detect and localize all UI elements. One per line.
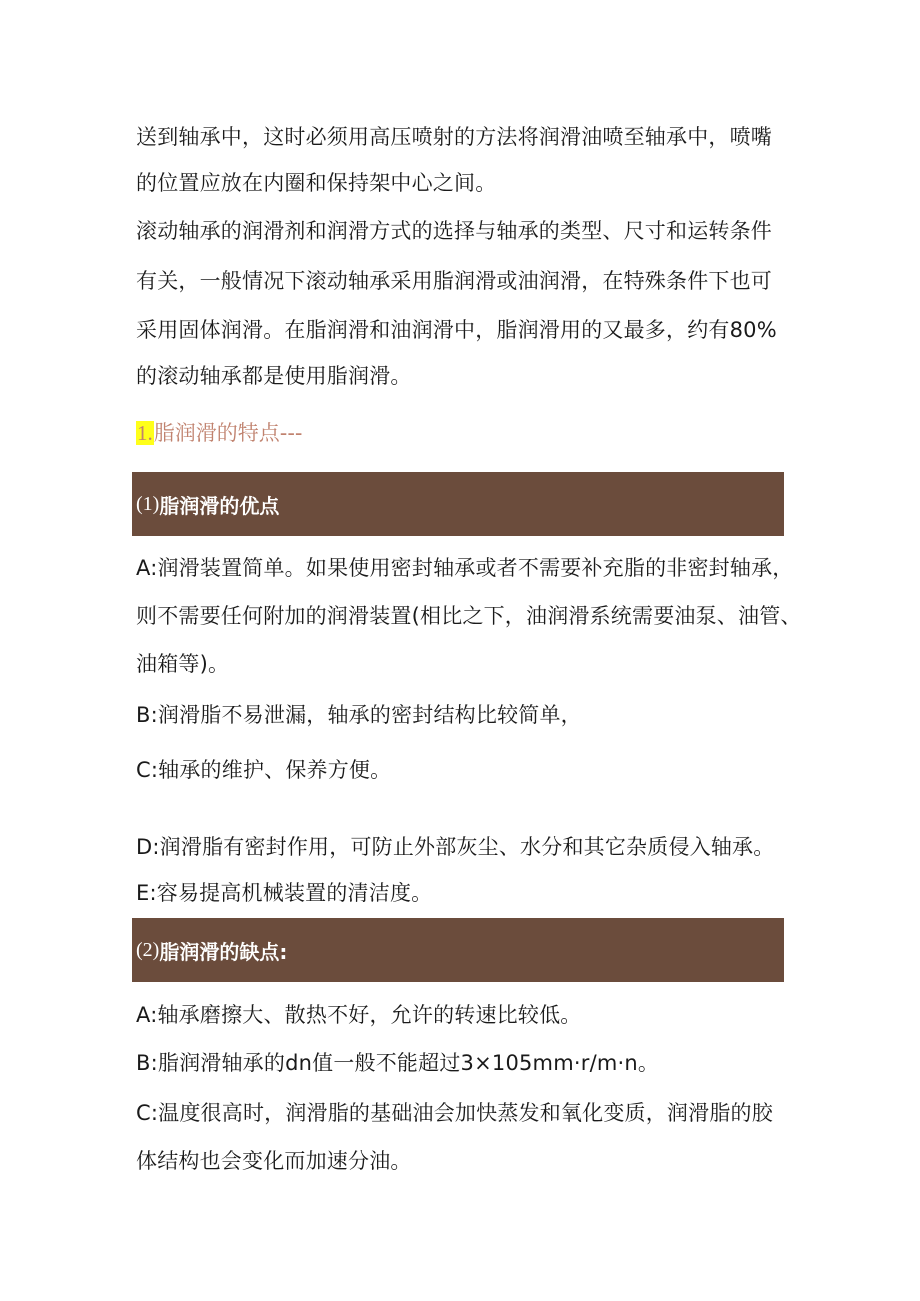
advantage-line: 则不需要任何附加的润滑装置(相比之下，油润滑系统需要油泵、油管、 [136, 604, 802, 628]
disadvantage-line: B:脂润滑轴承的dn值一般不能超过3×105mm·r/m·n。 [136, 1051, 660, 1075]
section-title: 脂润滑的特点 [153, 421, 280, 445]
advantage-line: B:润滑脂不易泄漏，轴承的密封结构比较简单， [136, 703, 582, 727]
section-number: 1. [137, 421, 153, 445]
intro-line: 滚动轴承的润滑剂和润滑方式的选择与轴承的类型、尺寸和运转条件 [136, 219, 772, 243]
intro-line: 送到轴承中，这时必须用高压喷射的方法将润滑油喷至轴承中，喷嘴 [136, 125, 772, 149]
advantages-title: 脂润滑的优点 [159, 493, 280, 518]
advantage-line: 油箱等)。 [136, 652, 230, 676]
disadvantage-line: A:轴承磨擦大、散热不好，允许的转速比较低。 [136, 1003, 582, 1027]
advantages-marker: (1) [136, 492, 160, 515]
intro-line: 的滚动轴承都是使用脂润滑。 [136, 364, 412, 388]
disadvantage-line: C:温度很高时，润滑脂的基础油会加快蒸发和氧化变质，润滑脂的胶 [136, 1101, 773, 1125]
disadvantages-banner [132, 918, 784, 982]
advantages-banner [132, 472, 784, 536]
advantage-line: C:轴承的维护、保养方便。 [136, 758, 392, 782]
intro-line: 的位置应放在内圈和保持架中心之间。 [136, 171, 497, 195]
advantage-line: A:润滑装置简单。如果使用密封轴承或者不需要补充脂的非密封轴承， [136, 556, 794, 580]
disadvantage-line: 体结构也会变化而加速分油。 [136, 1149, 412, 1173]
section-suffix: --- [279, 421, 303, 445]
disadvantages-marker: (2) [136, 938, 160, 961]
section-heading [136, 418, 302, 448]
intro-line: 采用固体润滑。在脂润滑和油润滑中，脂润滑用的又最多，约有80% [136, 318, 777, 342]
disadvantages-title: 脂润滑的缺点: [159, 939, 288, 964]
advantage-line: D:润滑脂有密封作用，可防止外部灰尘、水分和其它杂质侵入轴承。 [136, 835, 775, 859]
advantage-line: E:容易提高机械装置的清洁度。 [136, 881, 433, 905]
intro-line: 有关，一般情况下滚动轴承采用脂润滑或油润滑，在特殊条件下也可 [136, 269, 772, 293]
